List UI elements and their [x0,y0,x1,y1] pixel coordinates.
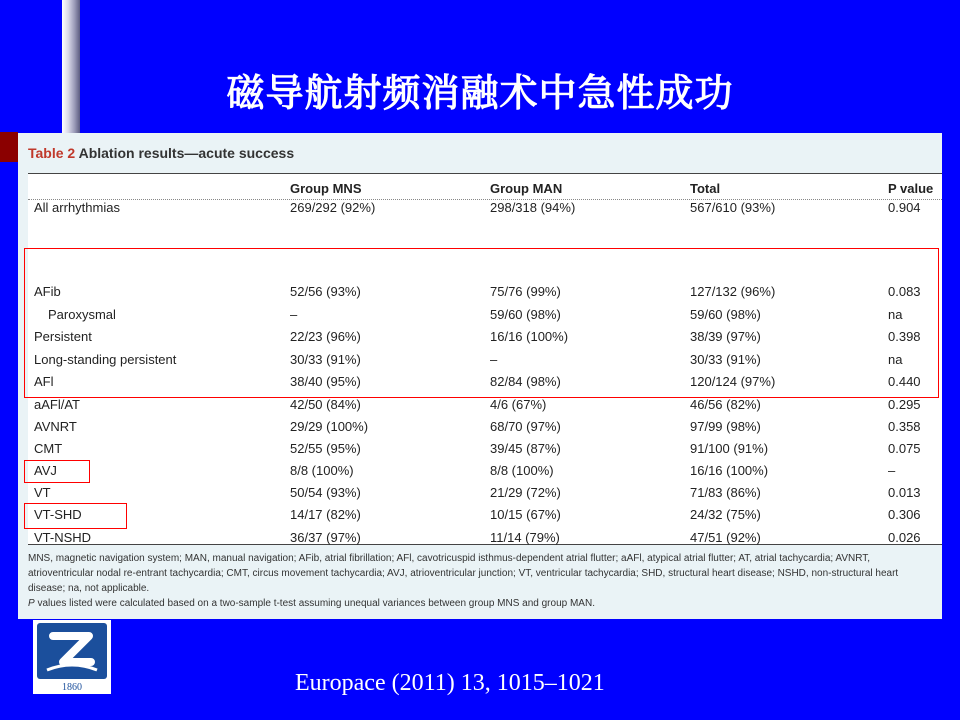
red-accent-mark [0,132,18,162]
table-cell-mns: 38/40 (95%) [290,374,361,389]
table-cell-label: Long-standing persistent [34,352,177,367]
table-cell-mns: 30/33 (91%) [290,352,361,367]
logo-year: 1860 [62,682,82,693]
header-dotted-rule [28,199,942,200]
table-cell-p: 0.904 [888,200,921,215]
table-bottom-rule [28,544,942,545]
table-cell-p: 0.306 [888,507,921,522]
table-cell-p: 0.075 [888,441,921,456]
table-cell-man: 75/76 (99%) [490,284,561,299]
footnote-abbreviations: MNS, magnetic navigation system; MAN, manual navigation; AFib, atrial fibrillation; AFl, cavotricuspid isthmus-dependent atrial flutter; aAFl, atypical atrial flutter; AT, atrial tachycardia; AVNRT, atrioventricular nodal re-entrant tachycardia; CMT, circus movement tachycardia; AVJ, atrioventricular junction; VT, ventricular tachycardia; SHD, structural heart disease; NSHD, non-structural heart disease; na, not applicable. [28,553,899,594]
table-caption-text: Ablation results—acute success [78,145,295,161]
table-cell-man: 59/60 (98%) [490,307,561,322]
table-cell-man: 68/70 (97%) [490,419,561,434]
table-cell-p: 0.083 [888,284,921,299]
table-cell-mns: 22/23 (96%) [290,329,361,344]
table-cell-label: AFib [34,284,61,299]
table-cell-man: 39/45 (87%) [490,441,561,456]
table-cell-p: 0.440 [888,374,921,389]
table-number: Table 2 [28,145,76,161]
table-cell-mns: 269/292 (92%) [290,200,376,215]
table-cell-man: 16/16 (100%) [490,329,569,344]
table-cell-man: 298/318 (94%) [490,200,576,215]
highlight-box-afib-group [24,248,939,398]
table-cell-label: AFl [34,374,54,389]
table-cell-mns: 50/54 (93%) [290,485,361,500]
table-cell-mns: 52/55 (95%) [290,441,361,456]
table-cell-man: 10/15 (67%) [490,507,561,522]
table-cell-label: VT-NSHD [34,530,92,545]
table-cell-mns: 52/56 (93%) [290,284,361,299]
table-cell-man: – [490,352,498,367]
table-cell-p: 0.398 [888,329,921,344]
table-cell-total: 38/39 (97%) [690,329,761,344]
header-p-value: P value [888,181,934,196]
footnote-p-italic: P [28,598,35,609]
table-cell-mns: 8/8 (100%) [290,463,354,478]
table-caption [28,145,294,161]
table-cell-total: 567/610 (93%) [690,200,776,215]
table-cell-man: 82/84 (98%) [490,374,561,389]
table-cell-label: CMT [34,441,63,456]
table-cell-label: VT [34,485,51,500]
table-cell-man: 8/8 (100%) [490,463,554,478]
header-group-mns: Group MNS [290,181,362,196]
table-cell-p: 0.358 [888,419,921,434]
table-cell-mns: 14/17 (82%) [290,507,361,522]
table-cell-p: 0.013 [888,485,921,500]
table-cell-man: 4/6 (67%) [490,397,547,412]
table-cell-total: 30/33 (91%) [690,352,761,367]
table-cell-mns: 42/50 (84%) [290,397,361,412]
table-cell-total: 47/51 (92%) [690,530,761,545]
results-table [28,173,942,545]
footnote-p-values [28,596,938,611]
table-cell-label: AVJ [34,463,57,478]
table-cell-mns: – [290,307,298,322]
table-cell-total: 59/60 (98%) [690,307,761,322]
table-cell-total: 46/56 (82%) [690,397,761,412]
table-cell-total: 24/32 (75%) [690,507,761,522]
table-cell-total: 91/100 (91%) [690,441,769,456]
table-cell-label: Paroxysmal [48,307,116,322]
table-cell-label: aAFl/AT [34,397,80,412]
table-cell-p: 0.026 [888,530,921,545]
table-cell-p: – [888,463,896,478]
table-top-rule [28,173,942,174]
header-group-man: Group MAN [490,181,563,196]
table-cell-p: na [888,307,903,322]
table-cell-total: 127/132 (96%) [690,284,776,299]
table-footnote [28,551,938,611]
footnote-p-text: values listed were calculated based on a two-sample t-test assuming unequal variances between group MNS and group MAN. [34,598,595,609]
table-image-panel [18,133,942,619]
table-cell-total: 97/99 (98%) [690,419,761,434]
slide-title: 磁导航射频消融术中急性成功 [226,71,734,115]
table-cell-p: 0.295 [888,397,921,412]
table-cell-man: 11/14 (79%) [490,530,560,545]
table-cell-label: AVNRT [34,419,77,434]
header-total: Total [690,181,721,196]
table-cell-label: VT-SHD [34,507,82,522]
table-cell-total: 71/83 (86%) [690,485,761,500]
university-logo [33,620,111,694]
logo-emblem-icon [33,620,111,694]
citation: Europace (2011) 13, 1015–1021 [295,670,605,696]
table-cell-label: All arrhythmias [34,200,120,215]
table-cell-man: 21/29 (72%) [490,485,561,500]
table-cell-mns: 36/37 (97%) [290,530,361,545]
table-cell-mns: 29/29 (100%) [290,419,369,434]
table-cell-total: 16/16 (100%) [690,463,769,478]
table-cell-p: na [888,352,903,367]
table-cell-label: Persistent [34,329,92,344]
table-cell-total: 120/124 (97%) [690,374,776,389]
